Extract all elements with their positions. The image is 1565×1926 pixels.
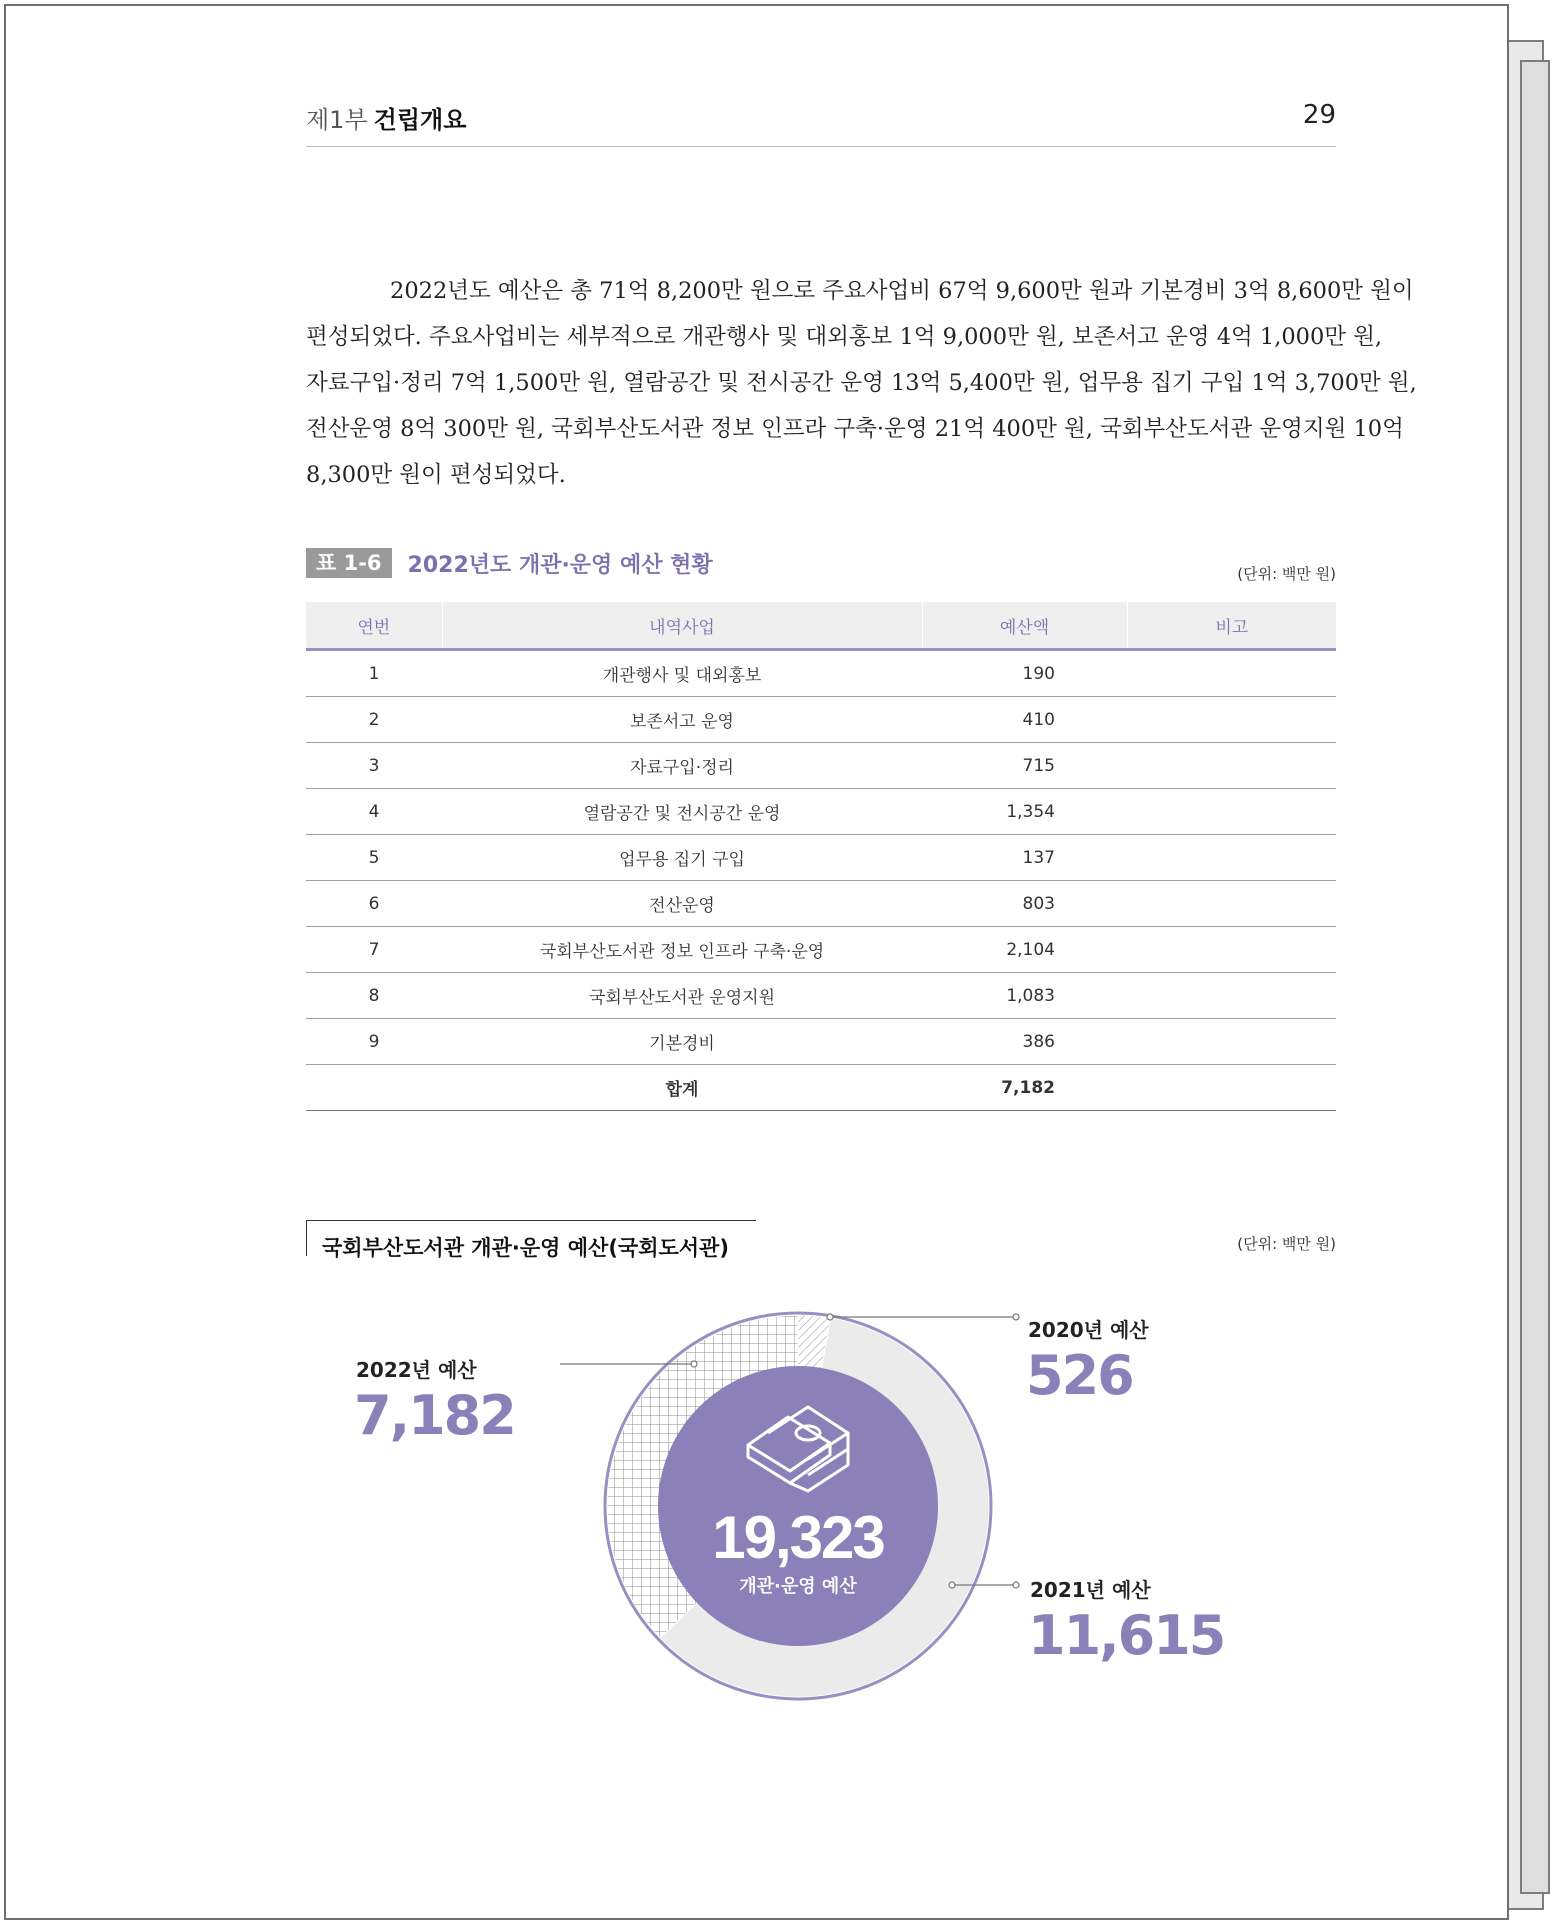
table-row: [306, 789, 1336, 835]
col-header: 내역사업: [442, 602, 922, 650]
label-2021: 2021년 예산: [1030, 1578, 1151, 1602]
row-no: 8: [306, 973, 442, 1019]
table-row: [306, 835, 1336, 881]
row-item: 국회부산도서관 정보 인프라 구축·운영: [442, 927, 922, 973]
table-caption: [306, 548, 713, 578]
row-no: 9: [306, 1019, 442, 1065]
infographic-title: 국회부산도서관 개관·운영 예산(국회도서관): [322, 1236, 729, 1260]
table-number: 표 1-6: [306, 548, 392, 578]
paragraph-line: 2022년도 예산은 총 71억 8,200만 원으로 주요사업비 67억 9,600만 원과 기본경비 3억 8,600만 원이: [390, 278, 1414, 304]
col-header: 비고: [1127, 602, 1336, 650]
label-2022: 2022년 예산: [356, 1358, 477, 1382]
row-amount: 410: [922, 697, 1127, 743]
table-unit: (단위: 백만 원): [1237, 565, 1336, 583]
table-row: [306, 927, 1336, 973]
table-row: [306, 973, 1336, 1019]
row-no: 7: [306, 927, 442, 973]
value-2022: 7,182: [354, 1384, 515, 1447]
paragraph-line: 8,300만 원이 편성되었다.: [306, 462, 566, 488]
row-item: 업무용 집기 구입: [442, 835, 922, 881]
row-item: 개관행사 및 대외홍보: [442, 650, 922, 697]
row-no: 4: [306, 789, 442, 835]
total-amount: 7,182: [922, 1065, 1127, 1111]
paragraph-line: 편성되었다. 주요사업비는 세부적으로 개관행사 및 대외홍보 1억 9,000만 원, 보존서고 운영 4억 1,000만 원,: [306, 324, 1383, 350]
page-edge: [1520, 60, 1550, 1894]
paragraph-line: 전산운영 8억 300만 원, 국회부산도서관 정보 인프라 구축·운영 21억 400만 원, 국회부산도서관 운영지원 10억: [306, 416, 1404, 442]
row-note: [1127, 835, 1336, 881]
row-item: 기본경비: [442, 1019, 922, 1065]
infographic-unit: (단위: 백만 원): [1237, 1235, 1336, 1253]
page-number: 29: [1302, 100, 1336, 130]
table-total-row: [306, 1065, 1336, 1111]
col-header: 연번: [306, 602, 442, 650]
row-no: 1: [306, 650, 442, 697]
table-row: [306, 1019, 1336, 1065]
row-note: [1127, 789, 1336, 835]
row-item: 자료구입·정리: [442, 743, 922, 789]
part-label: 제1부: [306, 106, 368, 134]
row-note: [1127, 973, 1336, 1019]
row-note: [1127, 881, 1336, 927]
row-note: [1127, 697, 1336, 743]
row-item: 보존서고 운영: [442, 697, 922, 743]
body-paragraph: [306, 268, 1417, 498]
row-amount: 1,354: [922, 789, 1127, 835]
header-rule: [306, 146, 1336, 147]
row-item: 열람공간 및 전시공간 운영: [442, 789, 922, 835]
col-header: 예산액: [922, 602, 1127, 650]
center-label: 개관·운영 예산: [739, 1576, 857, 1597]
row-amount: 2,104: [922, 927, 1127, 973]
row-note: [1127, 1019, 1336, 1065]
total-label: 합계: [442, 1065, 922, 1111]
center-value: 19,323: [712, 1504, 884, 1571]
label-2020: 2020년 예산: [1028, 1318, 1149, 1342]
table-row: [306, 697, 1336, 743]
row-note: [1127, 927, 1336, 973]
value-2021: 11,615: [1028, 1604, 1225, 1667]
row-amount: 386: [922, 1019, 1127, 1065]
total-note: [1127, 1065, 1336, 1111]
row-note: [1127, 650, 1336, 697]
total-no: [306, 1065, 442, 1111]
table-row: [306, 650, 1336, 697]
table-title: 2022년도 개관·운영 예산 현황: [407, 552, 713, 578]
row-amount: 1,083: [922, 973, 1127, 1019]
row-amount: 137: [922, 835, 1127, 881]
row-amount: 803: [922, 881, 1127, 927]
row-item: 전산운영: [442, 881, 922, 927]
running-header: [306, 100, 466, 135]
row-no: 2: [306, 697, 442, 743]
chapter-title: 건립개요: [373, 106, 467, 134]
table-row: [306, 743, 1336, 789]
row-amount: 190: [922, 650, 1127, 697]
value-2020: 526: [1026, 1344, 1133, 1407]
row-no: 5: [306, 835, 442, 881]
table-header-row: [306, 602, 1336, 650]
row-note: [1127, 743, 1336, 789]
row-amount: 715: [922, 743, 1127, 789]
budget-donut-chart: [560, 1280, 1020, 1720]
row-no: 3: [306, 743, 442, 789]
paragraph-line: 자료구입·정리 7억 1,500만 원, 열람공간 및 전시공간 운영 13억 5,400만 원, 업무용 집기 구입 1억 3,700만 원,: [306, 370, 1417, 396]
row-item: 국회부산도서관 운영지원: [442, 973, 922, 1019]
budget-table: [306, 602, 1336, 1111]
table-row: [306, 881, 1336, 927]
row-no: 6: [306, 881, 442, 927]
